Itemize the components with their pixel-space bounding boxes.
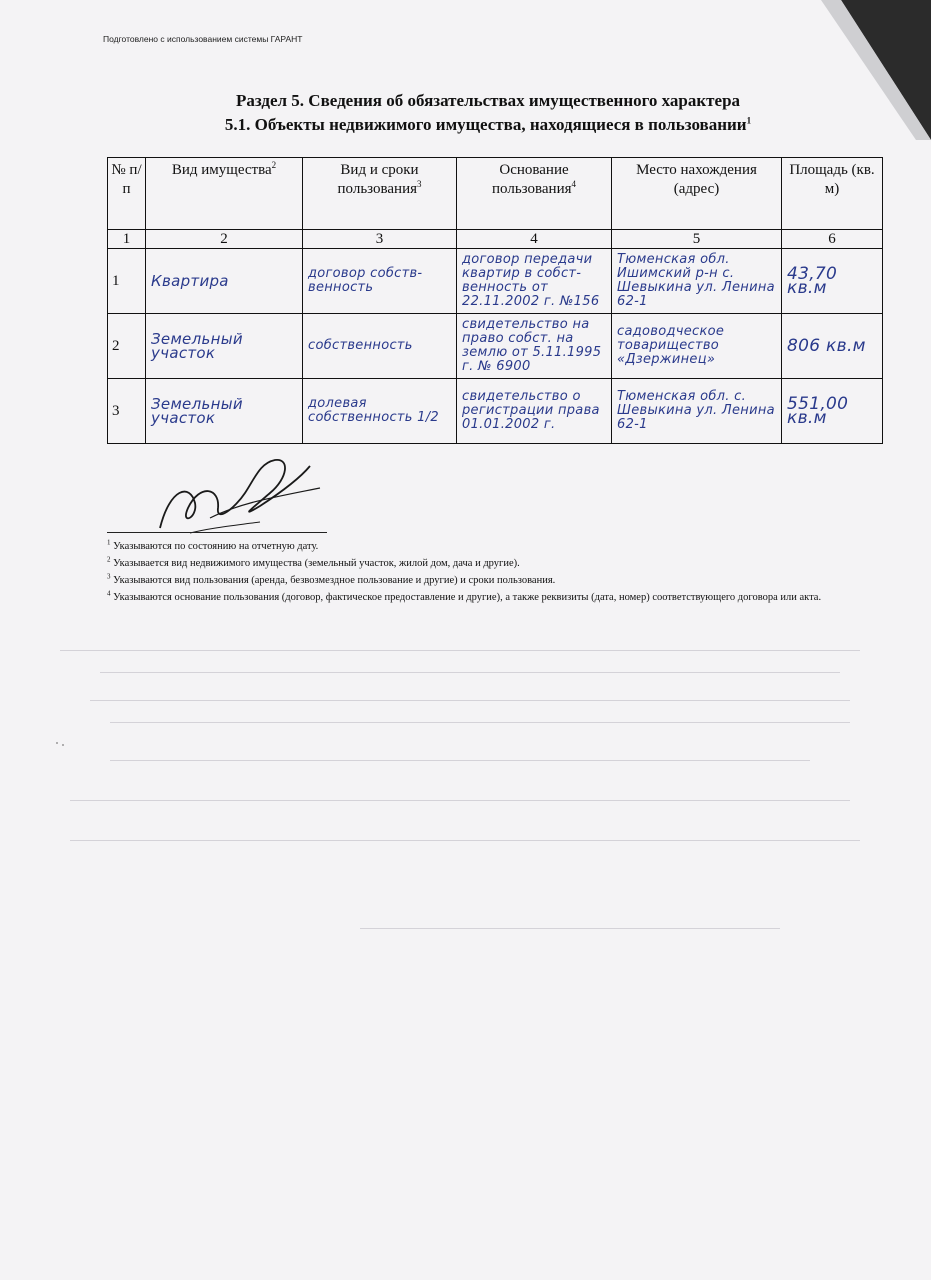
cell-address: садоводческое товарищество «Дзержинец»: [612, 314, 782, 379]
col-num: 1: [108, 230, 146, 249]
subsection-footnote-ref: 1: [746, 115, 752, 126]
speck: [56, 742, 58, 744]
col-num: 2: [146, 230, 303, 249]
footnote: $^4$ Указываются основание пользования (договор, фактическое предоставление и другие), а также реквизиты (дата, номер) соответствующего договора или акта.: [107, 589, 822, 603]
header-num: № п/п: [108, 158, 146, 230]
speck: [62, 744, 64, 746]
col-num: 4: [457, 230, 612, 249]
section-title-text: Раздел 5. Сведения об обязательствах имущественного характера: [235, 91, 741, 110]
bleed-through-line: [90, 700, 850, 701]
real-estate-table: [107, 157, 883, 444]
subsection-title-text: 5.1. Объекты недвижимого имущества, находящиеся в пользовании: [224, 115, 747, 134]
header-usage: Вид и сроки пользования$^3$: [303, 158, 457, 230]
cell-area: 43,70 кв.м: [782, 249, 883, 314]
cell-address: Тюменская обл. Ишимский р-н с. Шевыкина ул. Ленина 62-1: [612, 249, 782, 314]
cell-type: Земельный участок: [146, 379, 303, 444]
header-note: Подготовлено с использованием системы ГАРАНТ: [103, 34, 303, 44]
bleed-through-line: [70, 840, 860, 841]
bleed-through-line: [360, 928, 780, 929]
col-num: 3: [303, 230, 457, 249]
header-type: Вид имущества$^2$: [146, 158, 303, 230]
table-row: [108, 379, 883, 444]
table-row: [108, 314, 883, 379]
bleed-through-line: [100, 672, 840, 673]
footnote: $^2$ Указывается вид недвижимого имущества (земельный участок, жилой дом, дача и другие).: [107, 555, 520, 569]
cell-basis: свидетельство о регистрации права 01.01.2002 г.: [457, 379, 612, 444]
footnote: $^3$ Указываются вид пользования (аренда, безвозмездное пользование и другие) и сроки пользования.: [107, 572, 556, 586]
bleed-through-line: [110, 760, 810, 761]
table-header-row: [108, 158, 883, 230]
bleed-through-line: [110, 722, 850, 723]
section-title: [0, 91, 931, 111]
cell-basis: договор передачи квартир в собст-венность от 22.11.2002 г. №156: [457, 249, 612, 314]
row-number: 3: [108, 379, 146, 444]
row-number: 2: [108, 314, 146, 379]
footnote-divider: [107, 532, 327, 533]
footnotes: [107, 540, 882, 608]
bleed-through-line: [60, 650, 860, 651]
subsection-title: [0, 115, 931, 135]
cell-type: Квартира: [146, 249, 303, 314]
col-num: 6: [782, 230, 883, 249]
header-area: Площадь (кв. м): [782, 158, 883, 230]
cell-usage: собственность: [303, 314, 457, 379]
header-basis: Основание пользования$^4$: [457, 158, 612, 230]
signature-mark: [150, 448, 330, 543]
col-num: 5: [612, 230, 782, 249]
cell-address: Тюменская обл. с. Шевыкина ул. Ленина 62-1: [612, 379, 782, 444]
page-corner-shadow: [821, 0, 931, 140]
row-number: 1: [108, 249, 146, 314]
bleed-through-line: [70, 800, 850, 801]
cell-usage: долевая собственность 1/2: [303, 379, 457, 444]
table-row: [108, 249, 883, 314]
cell-basis: свидетельство на право собст. на землю от 5.11.1995 г. № 6900: [457, 314, 612, 379]
cell-area: 551,00 кв.м: [782, 379, 883, 444]
cell-usage: договор собств-венность: [303, 249, 457, 314]
column-number-row: [108, 230, 883, 249]
header-address: Место нахождения (адрес): [612, 158, 782, 230]
footnote: $^1$ Указываются по состоянию на отчетную дату.: [107, 538, 319, 552]
cell-type: Земельный участок: [146, 314, 303, 379]
cell-area: 806 кв.м: [782, 314, 883, 379]
